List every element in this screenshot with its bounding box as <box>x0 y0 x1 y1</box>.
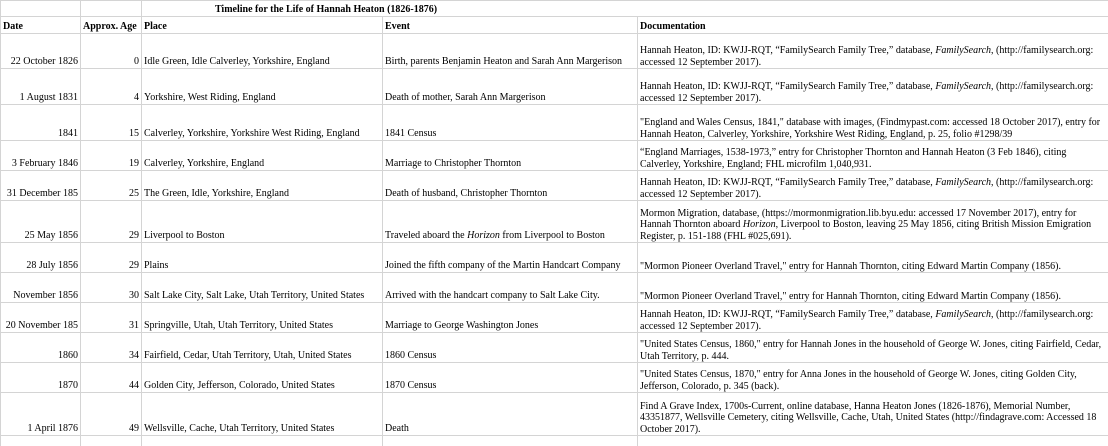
cell-date[interactable]: 1860 <box>1 333 81 363</box>
documentation-text: , (http://familysearch.org: accessed 12 September 2017). <box>640 81 1094 104</box>
cell-documentation[interactable] <box>638 105 1108 141</box>
documentation-text: "England and Wales Census, 1841," database with images, (Findmypast.com: accessed 18 October 2017), entry for Hannah Heaton, Calverley, Yorkshire, Yorkshire West Riding, England, p. 25, folio #1298/39 <box>640 117 1101 140</box>
cell-place[interactable]: Golden City, Jefferson, Colorado, United States <box>142 363 383 393</box>
cell-documentation[interactable] <box>638 34 1108 69</box>
cell-age[interactable]: 4 <box>81 69 142 105</box>
title-spacer-date[interactable] <box>1 1 81 17</box>
cell-event[interactable]: Death of husband, Christopher Thornton <box>383 171 638 201</box>
table-row <box>1 171 1108 201</box>
cell-event[interactable]: Marriage to George Washington Jones <box>383 303 638 333</box>
cell-age[interactable]: 0 <box>81 34 142 69</box>
documentation-italic-text: FamilySearch <box>935 81 992 92</box>
event-text: from Liverpool to Boston <box>499 230 605 241</box>
documentation-text: “England Marriages, 1538-1973,” entry for Christopher Thornton and Hannah Heaton (3 Feb 1846), citing Calverley, Yorkshire, England; FHL microfilm 1,040,931. <box>640 147 1067 170</box>
empty-cell[interactable] <box>638 436 1108 446</box>
cell-place[interactable]: Fairfield, Cedar, Utah Territory, Utah, United States <box>142 333 383 363</box>
cell-age[interactable]: 34 <box>81 333 142 363</box>
title-row <box>1 1 1108 17</box>
cell-place[interactable]: Calverley, Yorkshire, England <box>142 141 383 171</box>
cell-place[interactable]: Plains <box>142 243 383 273</box>
table-row <box>1 69 1108 105</box>
table-row <box>1 363 1108 393</box>
cell-date[interactable]: 25 May 1856 <box>1 201 81 243</box>
documentation-italic-text: FamilySearch <box>935 45 992 56</box>
empty-row <box>1 436 1108 446</box>
cell-place[interactable]: Springville, Utah, Utah Territory, United States <box>142 303 383 333</box>
cell-event[interactable]: 1841 Census <box>383 105 638 141</box>
cell-documentation[interactable] <box>638 363 1108 393</box>
cell-documentation[interactable] <box>638 273 1108 303</box>
cell-date[interactable]: 31 December 185 <box>1 171 81 201</box>
cell-date[interactable]: 28 July 1856 <box>1 243 81 273</box>
event-text: Traveled aboard the <box>385 230 468 241</box>
cell-date[interactable]: 1 April 1876 <box>1 393 81 436</box>
documentation-text: "United States Census, 1870," entry for Anna Jones in the household of George W. Jones, citing Golden City, Jefferson, Colorado, p. 345 (back). <box>640 369 1077 392</box>
documentation-text: Hannah Heaton, ID: KWJJ-RQT, “FamilySearch Family Tree,” database, <box>640 177 936 188</box>
cell-documentation[interactable] <box>638 141 1108 171</box>
cell-documentation[interactable] <box>638 243 1108 273</box>
cell-event[interactable]: Death of mother, Sarah Ann Margerison <box>383 69 638 105</box>
cell-event[interactable]: Death <box>383 393 638 436</box>
empty-cell[interactable] <box>142 436 383 446</box>
event-italic-text: Horizon <box>467 230 500 241</box>
header-date[interactable]: Date <box>1 17 81 34</box>
documentation-text: , Liverpool to Boston, leaving 25 May 1856, citing British Mission Emigration Register, p. 151-188 (FHL #025,691). <box>640 219 1092 242</box>
header-place[interactable]: Place <box>142 17 383 34</box>
cell-documentation[interactable] <box>638 303 1108 333</box>
cell-date[interactable]: 22 October 1826 <box>1 34 81 69</box>
cell-place[interactable]: Idle Green, Idle Calverley, Yorkshire, England <box>142 34 383 69</box>
empty-cell[interactable] <box>383 436 638 446</box>
cell-place[interactable]: Salt Lake City, Salt Lake, Utah Territory, United States <box>142 273 383 303</box>
cell-age[interactable]: 25 <box>81 171 142 201</box>
cell-place[interactable]: Liverpool to Boston <box>142 201 383 243</box>
table-row <box>1 303 1108 333</box>
page-title[interactable] <box>142 1 1108 17</box>
documentation-text: Hannah Heaton, ID: KWJJ-RQT, “FamilySearch Family Tree,” database, <box>640 309 936 320</box>
header-row <box>1 17 1108 34</box>
cell-event[interactable]: Joined the fifth company of the Martin Handcart Company <box>383 243 638 273</box>
cell-age[interactable]: 29 <box>81 201 142 243</box>
cell-place[interactable]: Wellsville, Cache, Utah Territory, United States <box>142 393 383 436</box>
table-row <box>1 34 1108 69</box>
header-age[interactable]: Approx. Age <box>81 17 142 34</box>
cell-age[interactable]: 30 <box>81 273 142 303</box>
cell-age[interactable]: 19 <box>81 141 142 171</box>
page-title-text: Timeline for the Life of Hannah Heaton (1826-1876) <box>214 4 438 15</box>
cell-documentation[interactable] <box>638 69 1108 105</box>
cell-date[interactable]: 3 February 1846 <box>1 141 81 171</box>
cell-documentation[interactable] <box>638 393 1108 436</box>
cell-event[interactable]: Arrived with the handcart company to Salt Lake City. <box>383 273 638 303</box>
cell-age[interactable]: 49 <box>81 393 142 436</box>
table-row <box>1 141 1108 171</box>
documentation-text: "United States Census, 1860," entry for Hannah Jones in the household of George W. Jones, citing Fairfield, Cedar, Utah Territory, p. 444. <box>640 339 1102 362</box>
cell-place[interactable]: The Green, Idle, Yorkshire, England <box>142 171 383 201</box>
cell-documentation[interactable] <box>638 201 1108 243</box>
cell-place[interactable]: Yorkshire, West Riding, England <box>142 69 383 105</box>
cell-documentation[interactable] <box>638 333 1108 363</box>
documentation-text: Mormon Migration, database, (https://mormonmigration.lib.byu.edu: accessed 17 November 2017), entry for Hannah Thornton aboard <box>640 207 1077 230</box>
cell-date[interactable]: 1841 <box>1 105 81 141</box>
cell-event[interactable]: 1860 Census <box>383 333 638 363</box>
cell-event[interactable]: Marriage to Christopher Thornton <box>383 141 638 171</box>
documentation-italic-text: FamilySearch <box>935 309 992 320</box>
cell-event[interactable]: Birth, parents Benjamin Heaton and Sarah Ann Margerison <box>383 34 638 69</box>
cell-age[interactable]: 31 <box>81 303 142 333</box>
documentation-text: "Mormon Pioneer Overland Travel," entry for Hannah Thornton, citing Edward Martin Company (1856). <box>640 260 1061 272</box>
documentation-italic-text: FamilySearch <box>935 177 992 188</box>
cell-event[interactable] <box>383 201 638 243</box>
cell-date[interactable]: 20 November 185 <box>1 303 81 333</box>
empty-cell[interactable] <box>1 436 81 446</box>
table-row <box>1 333 1108 363</box>
title-spacer-age[interactable] <box>81 1 142 17</box>
cell-age[interactable]: 15 <box>81 105 142 141</box>
cell-age[interactable]: 44 <box>81 363 142 393</box>
cell-age[interactable]: 29 <box>81 243 142 273</box>
table-body <box>1 34 1108 436</box>
table-row <box>1 105 1108 141</box>
cell-date[interactable]: 1870 <box>1 363 81 393</box>
table-row <box>1 273 1108 303</box>
cell-place[interactable]: Calverley, Yorkshire, Yorkshire West Riding, England <box>142 105 383 141</box>
cell-date[interactable]: 1 August 1831 <box>1 69 81 105</box>
documentation-text: Hannah Heaton, ID: KWJJ-RQT, “FamilySearch Family Tree,” database, <box>640 81 936 92</box>
table-row <box>1 201 1108 243</box>
documentation-text: Hannah Heaton, ID: KWJJ-RQT, “FamilySearch Family Tree,” database, <box>640 45 936 56</box>
cell-date[interactable]: November 1856 <box>1 273 81 303</box>
documentation-text: , (http://familysearch.org: accessed 12 September 2017). <box>640 45 1094 68</box>
cell-event[interactable]: 1870 Census <box>383 363 638 393</box>
documentation-italic-text: Horizon <box>742 219 776 230</box>
header-event[interactable]: Event <box>383 17 638 34</box>
header-documentation[interactable]: Documentation <box>638 17 1108 34</box>
empty-cell[interactable] <box>81 436 142 446</box>
documentation-text: "Mormon Pioneer Overland Travel," entry for Hannah Thornton, citing Edward Martin Company (1856). <box>640 290 1061 302</box>
documentation-text: Find A Grave Index, 1700s-Current, online database, Hanna Heaton Jones (1826-1876), Memorial Number, 43351877, Wellsville Cemetery, citing Wellsville, Cache, Utah, United States (http://findagrave.com: Accessed 18 October 2017). <box>640 400 1097 435</box>
table-row <box>1 393 1108 436</box>
table-row <box>1 243 1108 273</box>
documentation-text: , (http://familysearch.org: accessed 12 September 2017). <box>640 177 1094 200</box>
documentation-text: , (http://familysearch.org: accessed 12 September 2017). <box>640 309 1094 332</box>
cell-documentation[interactable] <box>638 171 1108 201</box>
